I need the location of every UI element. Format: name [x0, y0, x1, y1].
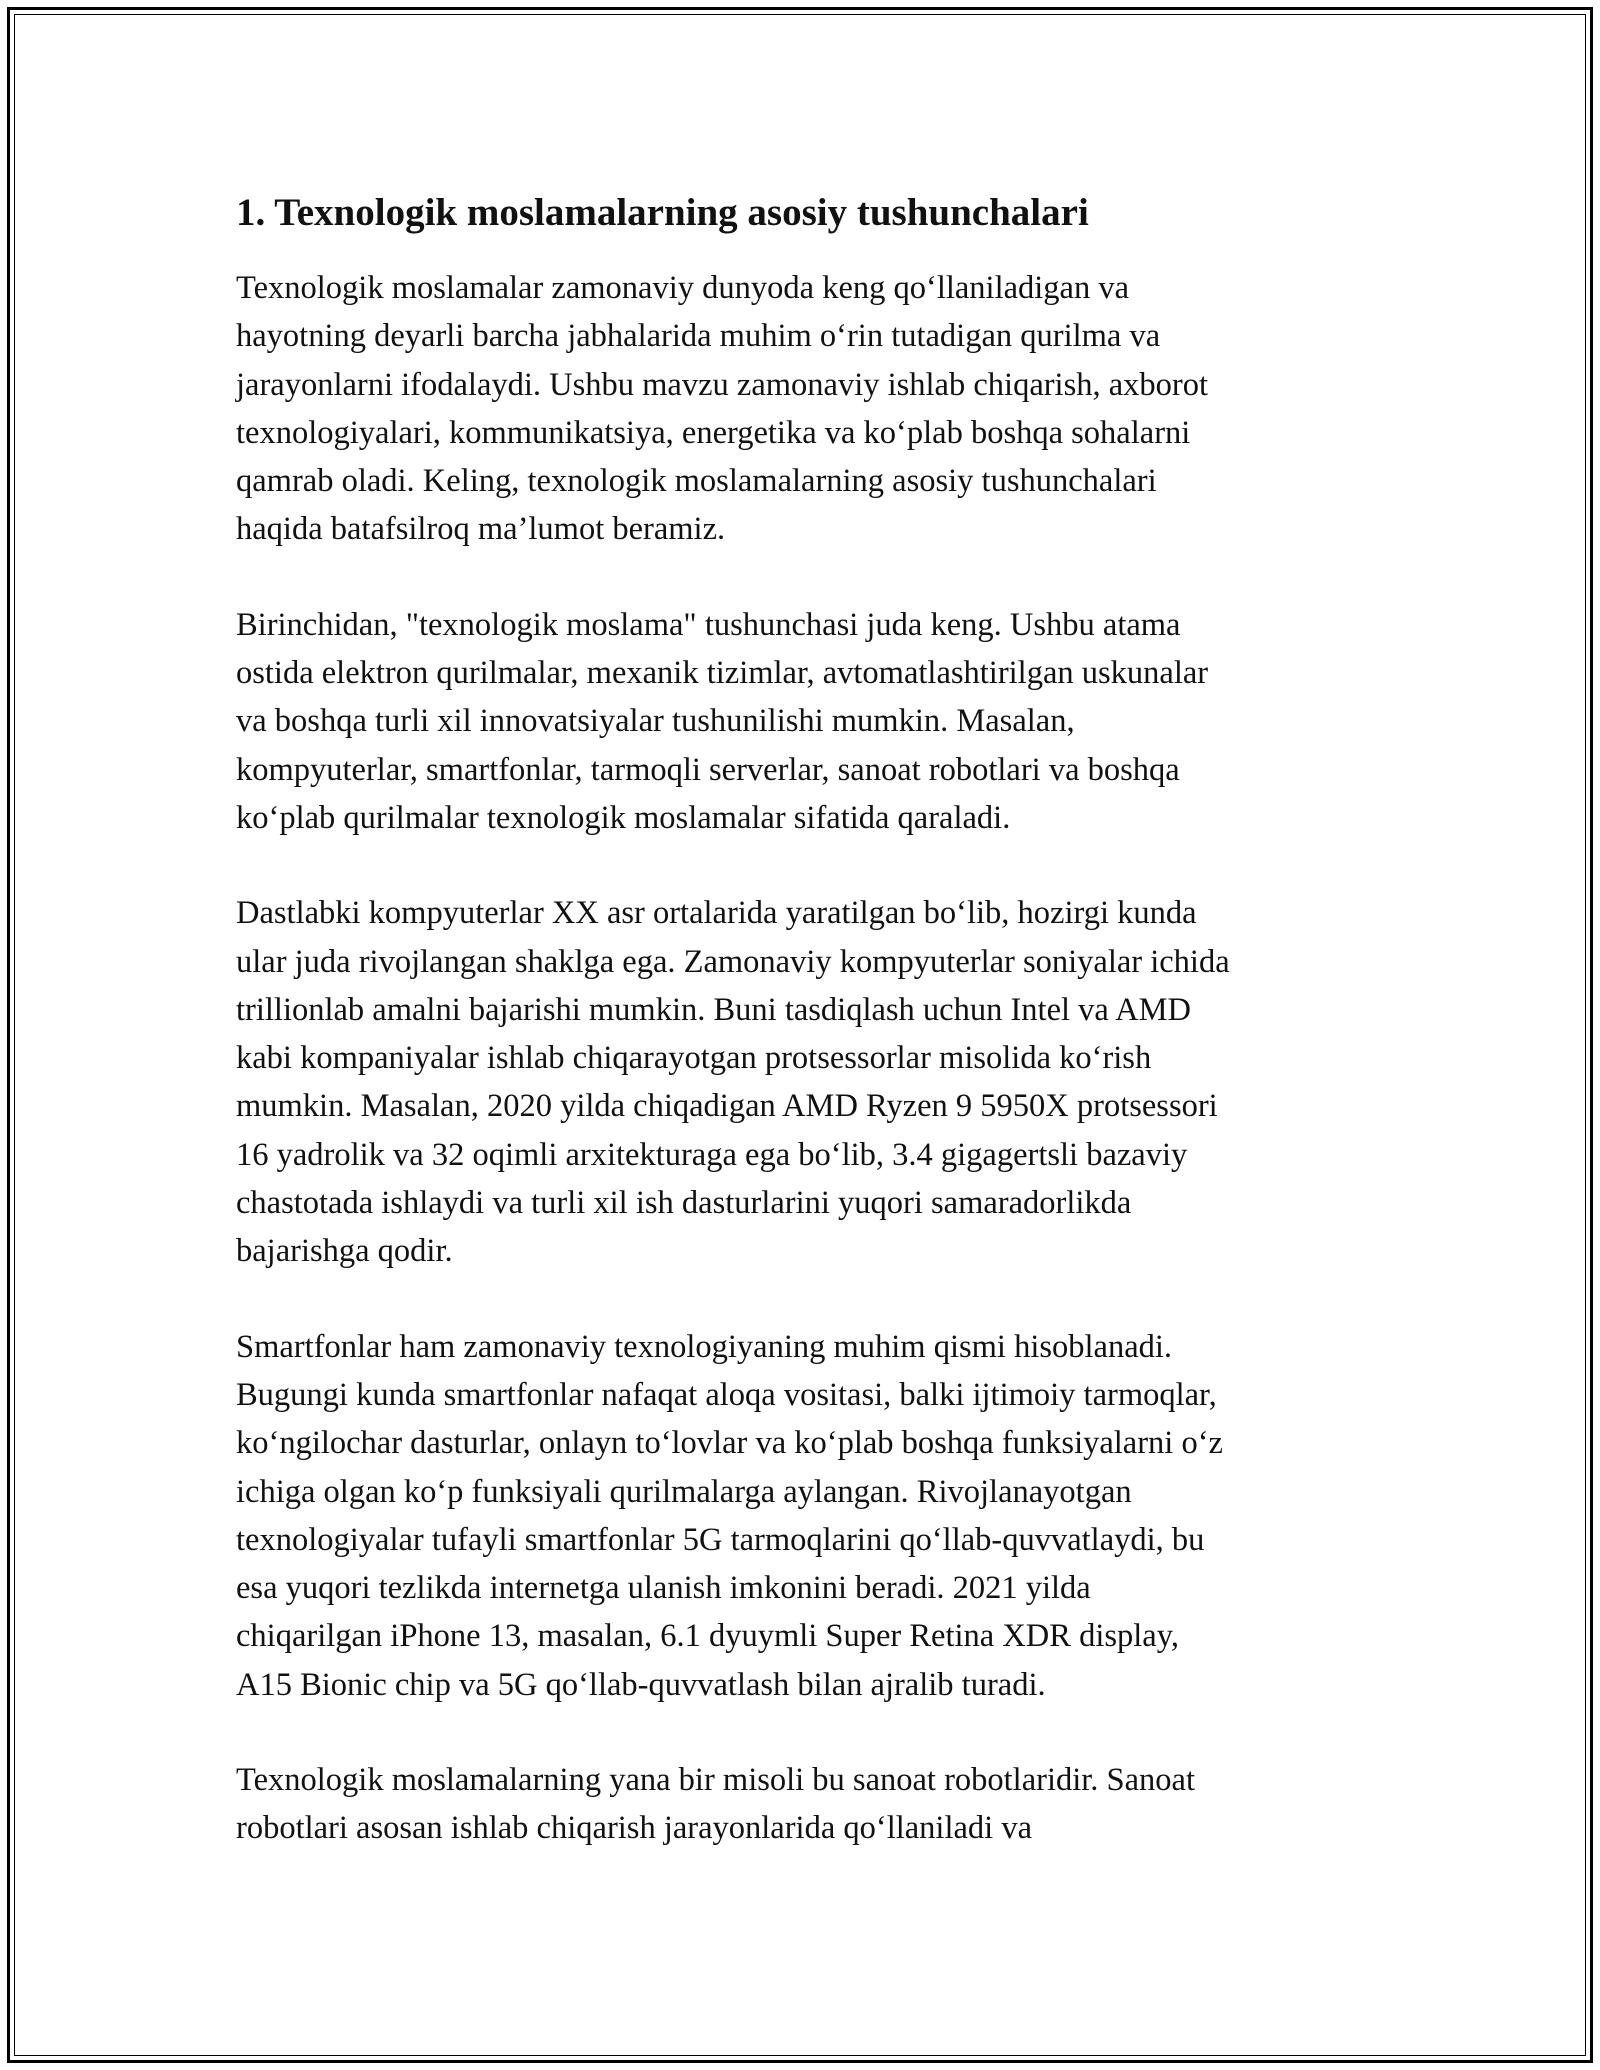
document-body [236, 188, 1366, 1900]
paragraph-intro: Texnologik moslamalar zamonaviy dunyoda keng qo‘llaniladigan va hayotning deyarli barcha jabhalarida muhim o‘rin tutadigan qurilma va jarayonlarni ifodalaydi. Ushbu mavzu zamonaviy ishlab chiqarish, axborot texnologiyalari, kommunikatsiya, energetika va ko‘plab boshqa sohalarni qamrab oladi. Keling, texnologik moslamalarning asosiy tushunchalari haqida batafsilroq ma’lumot beramiz. [236, 270, 1209, 548]
paragraph-smartphones: Smartfonlar ham zamonaviy texnologiyaning muhim qismi hisoblanadi. Bugungi kunda smartfonlar nafaqat aloqa vositasi, balki ijtimoiy tarmoqlar, ko‘ngilochar dasturlar, onlayn to‘lovlar va ko‘plab boshqa funksiyalarni o‘z ichiga olgan ko‘p funksiyali qurilmalarga aylangan. Rivojlanayotgan texnologiyalar tufayli smartfonlar 5G tarmoqlarini qo‘llab-quvvatlaydi, bu esa yuqori tezlikda internetga ulanish imkonini beradi. 2021 yilda chiqarilgan iPhone 13, masalan, 6.1 dyuymli Super Retina XDR display, A15 Bionic chip va 5G qo‘llab-quvvatlash bilan ajralib turadi. [236, 1328, 1223, 1703]
section-heading: 1. Texnologik moslamalarning asosiy tushunchalari [236, 191, 1089, 234]
paragraph-computers: Dastlabki kompyuterlar XX asr ortalarida yaratilgan bo‘lib, hozirgi kunda ular juda rivojlangan shaklga ega. Zamonaviy kompyuterlar soniyalar ichida trillionlab amalni bajarishi mumkin. Buni tasdiqlash uchun Intel va AMD kabi kompaniyalar ishlab chiqarayotgan protsessorlar misolida ko‘rish mumkin. Masalan, 2020 yilda chiqadigan AMD Ryzen 9 5950X protsessori 16 yadrolik va 32 oqimli arxitekturaga ega bo‘lib, 3.4 gigagertsli bazaviy chastotada ishlaydi va turli xil ish dasturlarini yuqori samaradorlikda bajarishga qodir. [236, 895, 1230, 1270]
paragraph-definition: Birinchidan, "texnologik moslama" tushunchasi juda keng. Ushbu atama ostida elektron qurilmalar, mexanik tizimlar, avtomatlashtirilgan uskunalar va boshqa turli xil innovatsiyalar tushunilishi mumkin. Masalan, kompyuterlar, smartfonlar, tarmoqli serverlar, sanoat robotlari va boshqa ko‘plab qurilmalar texnologik moslamalar sifatida qaraladi. [236, 606, 1209, 836]
paragraph-robots: Texnologik moslamalarning yana bir misoli bu sanoat robotlaridir. Sanoat robotlari asosan ishlab chiqarish jarayonlarida qo‘llaniladi va [236, 1762, 1196, 1847]
